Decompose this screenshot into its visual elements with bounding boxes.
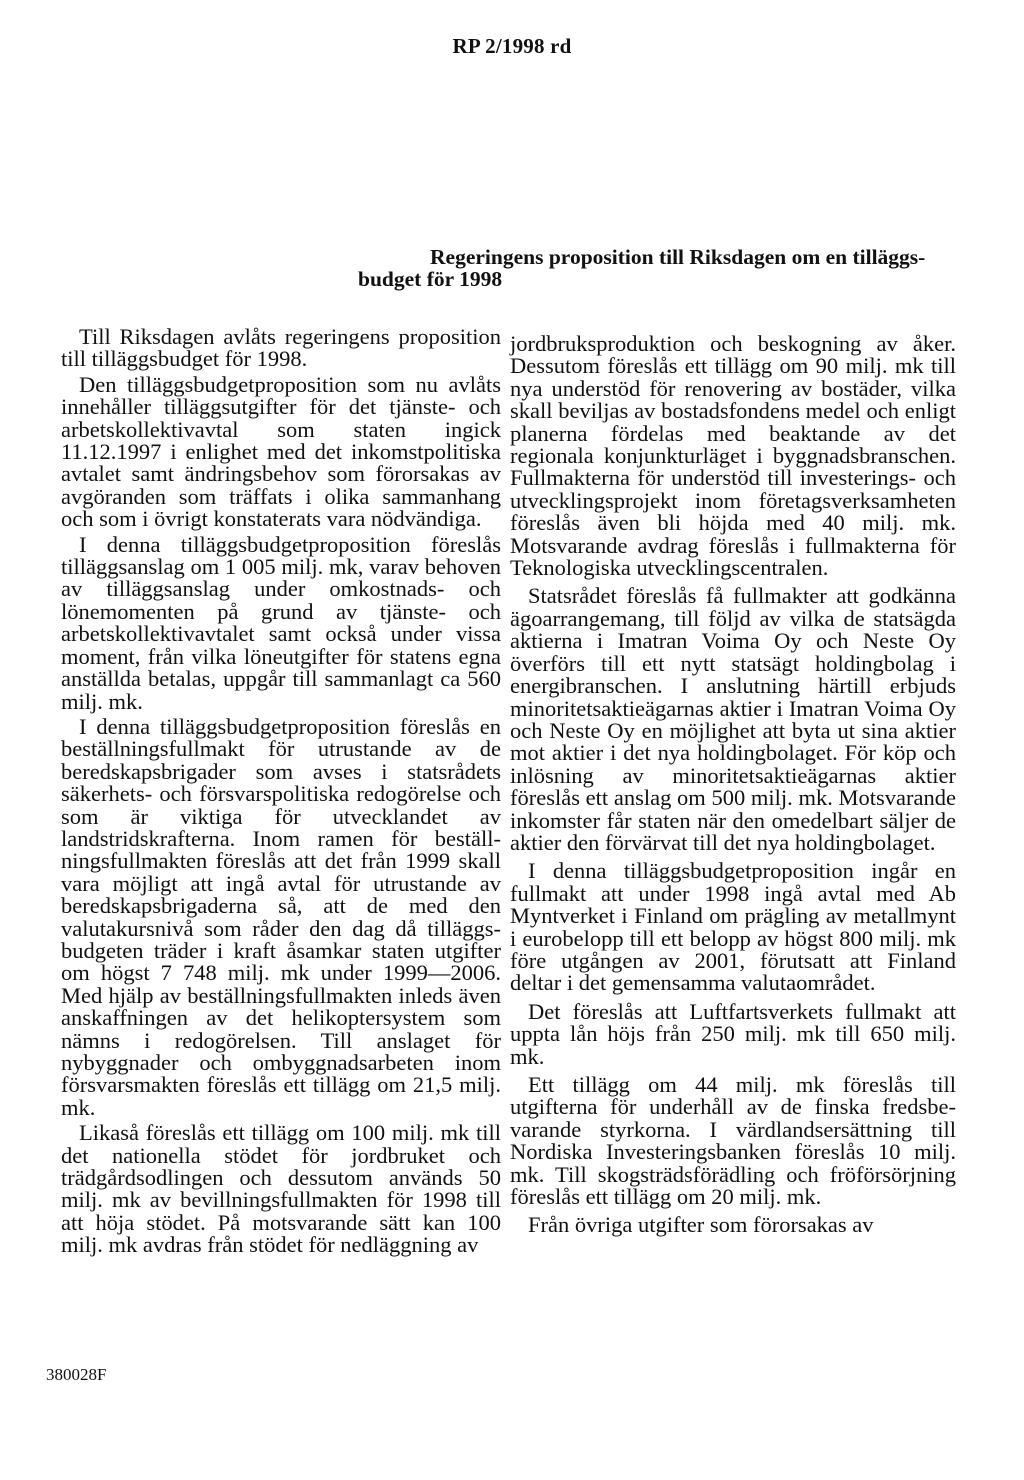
title-line-1: Regeringens proposition till Riksdagen om en tilläggs-	[430, 245, 926, 269]
paragraph: Till Riksdagen avlåts regeringens proposition till tilläggsbudget för 1998.	[61, 324, 501, 372]
paragraph: Likaså föreslås ett tillägg om 100 milj. mk till det nationella stödet för jordbruket och trädgårdsodlingen och dessutom används 50 milj. mk av bevillningsfullmakten för 1998 till att höja stödet. På motsvarande sätt kan 100 milj. mk avdras från stödet för nedläggning av	[61, 1120, 501, 1258]
paragraph: Statsrådet föreslås få fullmakter att godkänna ägoarrangemang, till följd av vilka de statsägda aktierna i Imatran Voima Oy och Neste Oy överförs till ett nytt statsägt holdingbolag i energibranschen. I anslutning härtill erbjuds minoritetsaktieägarnas aktier i Imatran Voima Oy och Neste Oy en möjlighet att byta ut sina aktier mot aktier i det nya holdingbolaget. För köp och inlösning av minoritetsaktieägarnas aktier föreslås ett anslag om 500 milj. mk. Motsvarande inkomster får staten när den omedelbart säljer de aktier den förvärvat till det nya holdingbolaget.	[510, 583, 956, 855]
title-line-2: budget för 1998	[358, 267, 503, 291]
paragraph: I denna tilläggsbudgetproposition ingår en fullmakt att under 1998 ingå avtal med Ab Myntverket i Finland om prägling av metallmynt i eurobelopp till ett belopp av högst 800 milj. mk före utgången av 2001, förutsatt att Finland deltar i det gemensamma valutaområdet.	[510, 858, 956, 996]
paragraph: Det föreslås att Luftfartsverkets fullmakt att uppta lån höjs från 250 milj. mk till 650 milj. mk.	[510, 998, 956, 1069]
left-text-column	[61, 326, 501, 1257]
paragraph: I denna tilläggsbudgetproposition föreslås tilläggsanslag om 1 005 milj. mk, varav behoven av tilläggsanslag under omkostnads- och lönemomenten på grund av tjänste- och arbetskollektivavtalet samt också under vissa moment, från vilka löneutgifter för statens egna anställda betalas, uppgår till sammanlagt ca 560 milj. mk.	[61, 531, 501, 714]
document-code: 380028F	[46, 1365, 107, 1384]
paragraph: I denna tilläggsbudgetproposition föreslås en beställningsfullmakt för utrustande av de beredskapsbrigader som avses i statsrådets säkerhets- och försvarspolitiska redogörelse och som är viktiga för utvecklandet av landstridskrafterna. Inom ramen för beställningsfullmakten föreslås att det från 1999 skall vara möjligt att ingå avtal för utrustande av beredskapsbrigaderna så, att de med den valutakursnivå som råder den dag då tilläggsbudgeten träder i kraft åsamkar staten utgifter om högst 7 748 milj. mk under 1999—2006. Med hjälp av beställningsfullmakten inleds även anskaffningen av det helikoptersystem som nämns i redogörelsen. Till anslaget för nybyggnader och ombyggnadsarbeten inom försvarsmakten föreslås ett tillägg om 21,5 milj. mk.	[61, 713, 501, 1120]
document-title	[358, 246, 958, 290]
paragraph: Från övriga utgifter som förorsakas av	[528, 1212, 874, 1238]
right-text-column	[510, 333, 956, 1237]
paragraph: Ett tillägg om 44 milj. mk föreslås till utgifterna för underhåll av de finska fredsbevarande styrkorna. I värdlandsersättning till Nordiska Investeringsbanken föreslås 10 milj. mk. Till skogsträdsförädling och fröförsörjning föreslås ett tillägg om 20 milj. mk.	[510, 1072, 956, 1210]
paragraph: jordbruksproduktion och beskogning av åker. Dessutom föreslås ett tillägg om 90 milj. mk till nya understöd för renovering av bostäder, vilka skall beviljas av bostadsfondens medel och enligt planerna fördelas med beaktande av det regionala konjunkturläget i byggnadsbranschen. Fullmakterna för understöd till investerings- och utvecklingsprojekt inom företagsverksamheten föreslås även bli höjda med 40 milj. mk. Motsvarande avdrag föreslås i fullmakterna för Teknologiska utvecklingscentralen.	[510, 331, 956, 581]
document-reference: RP 2/1998 rd	[452, 34, 572, 58]
paragraph: Den tilläggsbudgetproposition som nu avlåts innehåller tilläggsutgifter för det tjänste- och arbetskollektivavtal som staten ingick 11.12.1997 i enlighet med det inkomstpolitiska avtalet samt ändringsbehov som förorsakas av avgöranden som träffats i olika sammanhang och som i övrigt konstaterats vara nödvändiga.	[61, 371, 501, 532]
